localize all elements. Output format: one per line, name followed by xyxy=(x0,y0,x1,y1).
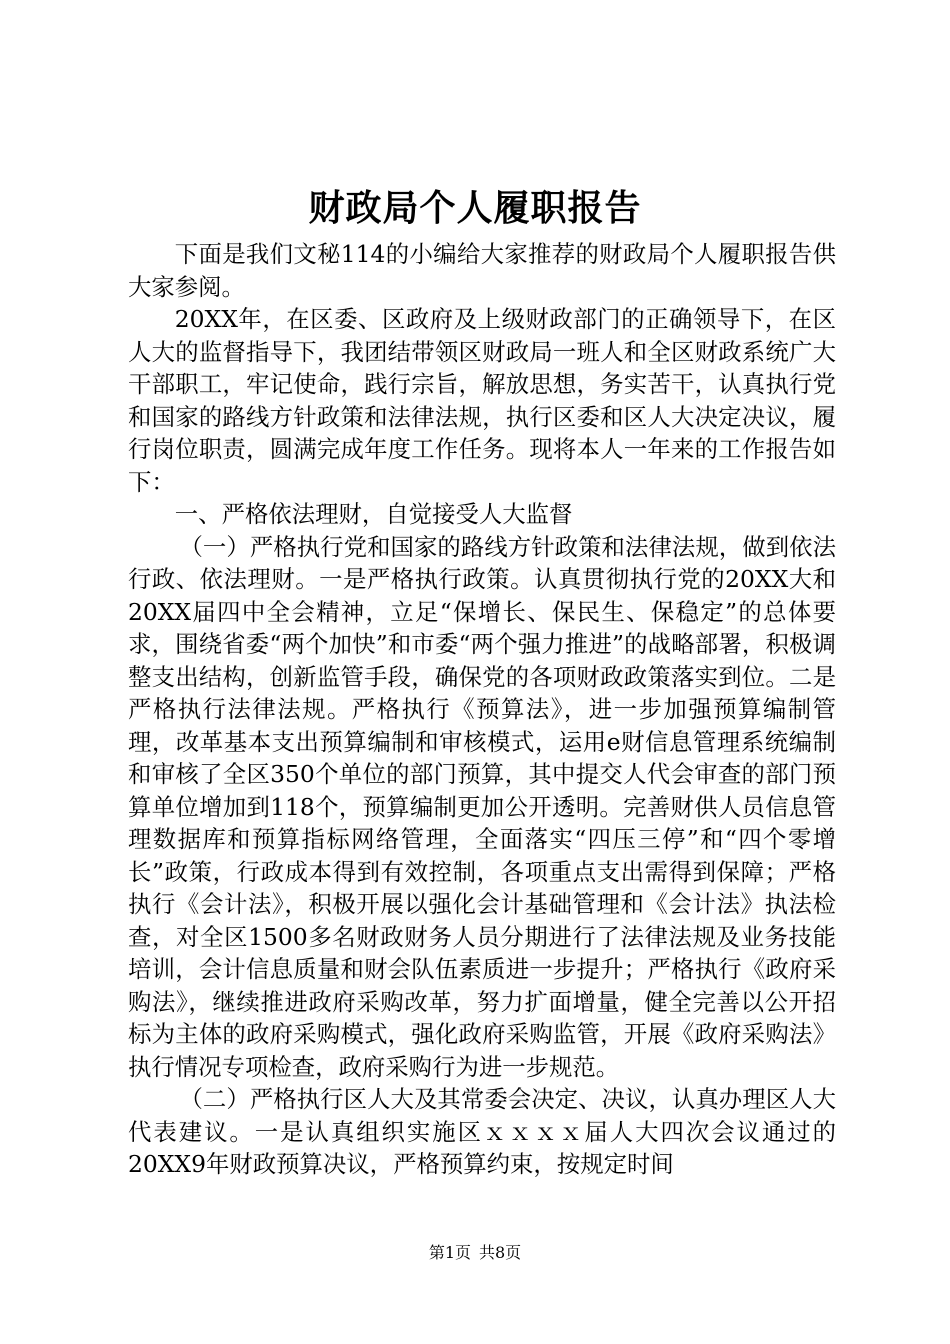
document-body xyxy=(128,238,836,1181)
intro-paragraph: 下面是我们文秘114的小编给大家推荐的财政局个人履职报告供大家参阅。 xyxy=(128,240,836,301)
page-footer xyxy=(0,1242,950,1264)
page-number: 第1页 xyxy=(428,1243,471,1262)
subsection-paragraph-1: （一）严格执行党和国家的路线方针政策和法律法规，做到依法行政、依法理财。一是严格执行政策。认真贯彻执行党的20XX大和20XX届四中全会精神，立足“保增长、保民生、保稳定”的总体要求，围绕省委“两个加快”和市委“两个强力推进”的战略部署，积极调整支出结构，创新监管手段，确保党的各项财政政策落实到位。二是严格执行法律法规。严格执行《预算法》，进一步加强预算编制管理，改革基本支出预算编制和审核模式，运用e财信息管理系统编制和审核了全区350个单位的部门预算，其中提交人代会审查的部门预算单位增加到118个，预算编制更加公开透明。完善财供人员信息管理数据库和预算指标网络管理，全面落实“四压三停”和“四个零增长”政策，行政成本得到有效控制，各项重点支出需得到保障；严格执行《会计法》，积极开展以强化会计基础管理和《会计法》执法检查，对全区1500多名财政财务人员分期进行了法律法规及业务技能培训，会计信息质量和财会队伍素质进一步提升；严格执行《政府采购法》，继续推进政府采购改革，努力扩面增量，健全完善以公开招标为主体的政府采购模式，强化政府采购监管，开展《政府采购法》执行情况专项检查，政府采购行为进一步规范。 xyxy=(128,532,836,1081)
page-total: 共8页 xyxy=(479,1243,522,1262)
summary-paragraph: 20XX年，在区委、区政府及上级财政部门的正确领导下，在区人大的监督指导下，我团结带领区财政局一班人和全区财政系统广大干部职工，牢记使命，践行宗旨，解放思想，务实苦干，认真执行党和国家的路线方针政策和法律法规，执行区委和区人大决定决议，履行岗位职责，圆满完成年度工作任务。现将本人一年来的工作报告如下： xyxy=(128,305,836,496)
document-title: 财政局个人履职报告 xyxy=(308,187,642,229)
subsection-paragraph-2: （二）严格执行区人大及其常委会决定、决议，认真办理区人大代表建议。一是认真组织实施区ｘｘｘｘ届人大四次会议通过的20XX9年财政预算决议，严格预算约束，按规定时间 xyxy=(128,1085,836,1178)
section-heading: 一、严格依法理财，自觉接受人大监督 xyxy=(174,500,573,528)
